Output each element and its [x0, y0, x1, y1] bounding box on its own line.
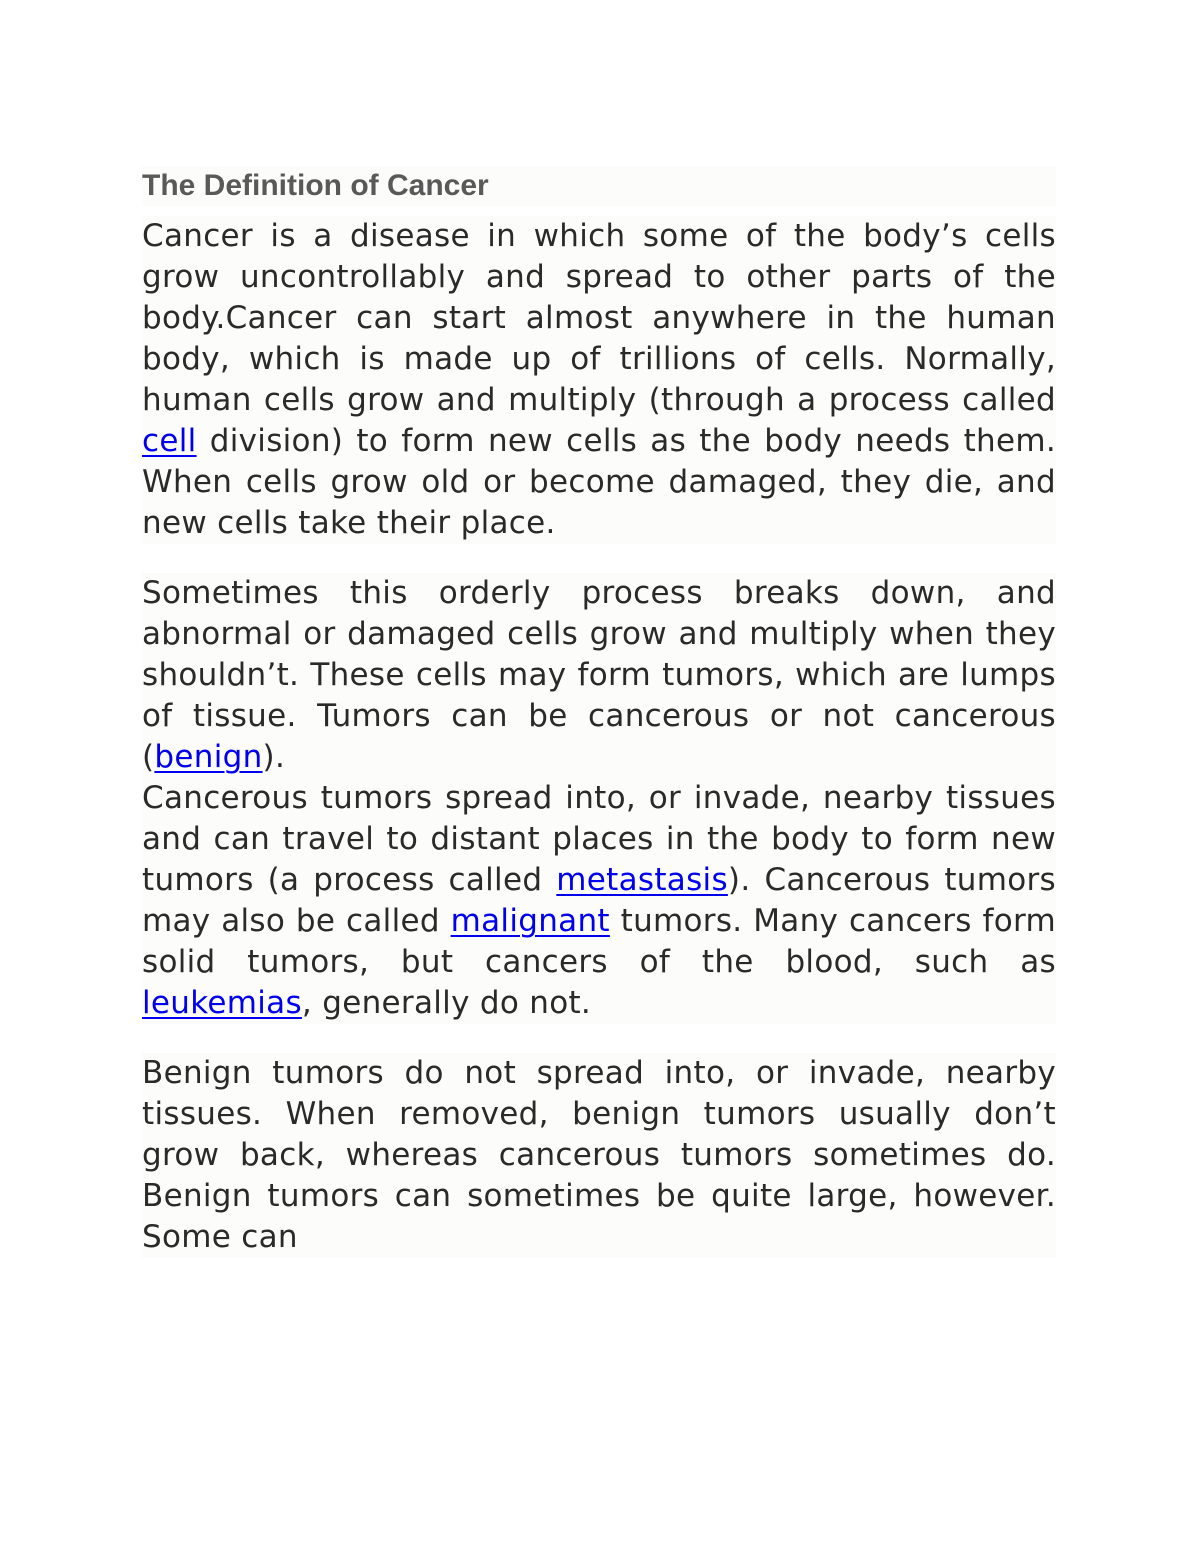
link-benign[interactable]: benign	[154, 739, 263, 775]
link-malignant[interactable]: malignant	[450, 903, 610, 939]
paragraph-cancerous-tumors	[142, 778, 1056, 1024]
paragraph-text: Cancer is a disease in which some of the body’s cells grow uncontrollably and spread to other parts of the body.Cancer can start almost anywhere in the human body, which is made up of trillions of cells. Normally, human cells grow and multiply (through a process called	[142, 218, 1056, 418]
paragraph-text: tumors. Many cancers form solid tumors, but cancers of the blood, such as	[142, 903, 1056, 980]
paragraph-text: , generally do not.	[301, 985, 592, 1021]
paragraph-text: Benign tumors do not spread into, or invade, nearby tissues. When removed, benign tumors usually don’t grow back, whereas cancerous tumors sometimes do. Benign tumors can sometimes be quite large, however. Some can	[142, 1055, 1056, 1255]
paragraph-text: ). Cancerous tumors may also be called	[142, 862, 1057, 939]
paragraph-tumors	[142, 573, 1056, 778]
document-title: The Definition of Cancer	[142, 166, 1056, 206]
paragraph-text: division) to form new cells as the body needs them. When cells grow old or become damaged, they die, and new cells take their place.	[142, 423, 1056, 541]
paragraph-definition	[142, 216, 1056, 544]
paragraph-benign-tumors	[142, 1053, 1056, 1258]
paragraph-spacer	[142, 1024, 1056, 1053]
paragraph-text: Sometimes this orderly process breaks down, and abnormal or damaged cells grow and multiply when they shouldn’t. These cells may form tumors, which are lumps of tissue. Tumors can be cancerous or not cancerous (	[142, 575, 1056, 775]
paragraph-text: Cancerous tumors spread into, or invade, nearby tissues and can travel to distant places in the body to form new tumors (a process called	[142, 780, 1056, 898]
paragraph-text: ).	[262, 739, 286, 775]
document-page	[142, 166, 1056, 1258]
link-leukemias[interactable]: leukemias	[142, 985, 302, 1021]
link-cell[interactable]: cell	[142, 423, 197, 459]
paragraph-spacer	[142, 544, 1056, 573]
link-metastasis[interactable]: metastasis	[556, 862, 728, 898]
